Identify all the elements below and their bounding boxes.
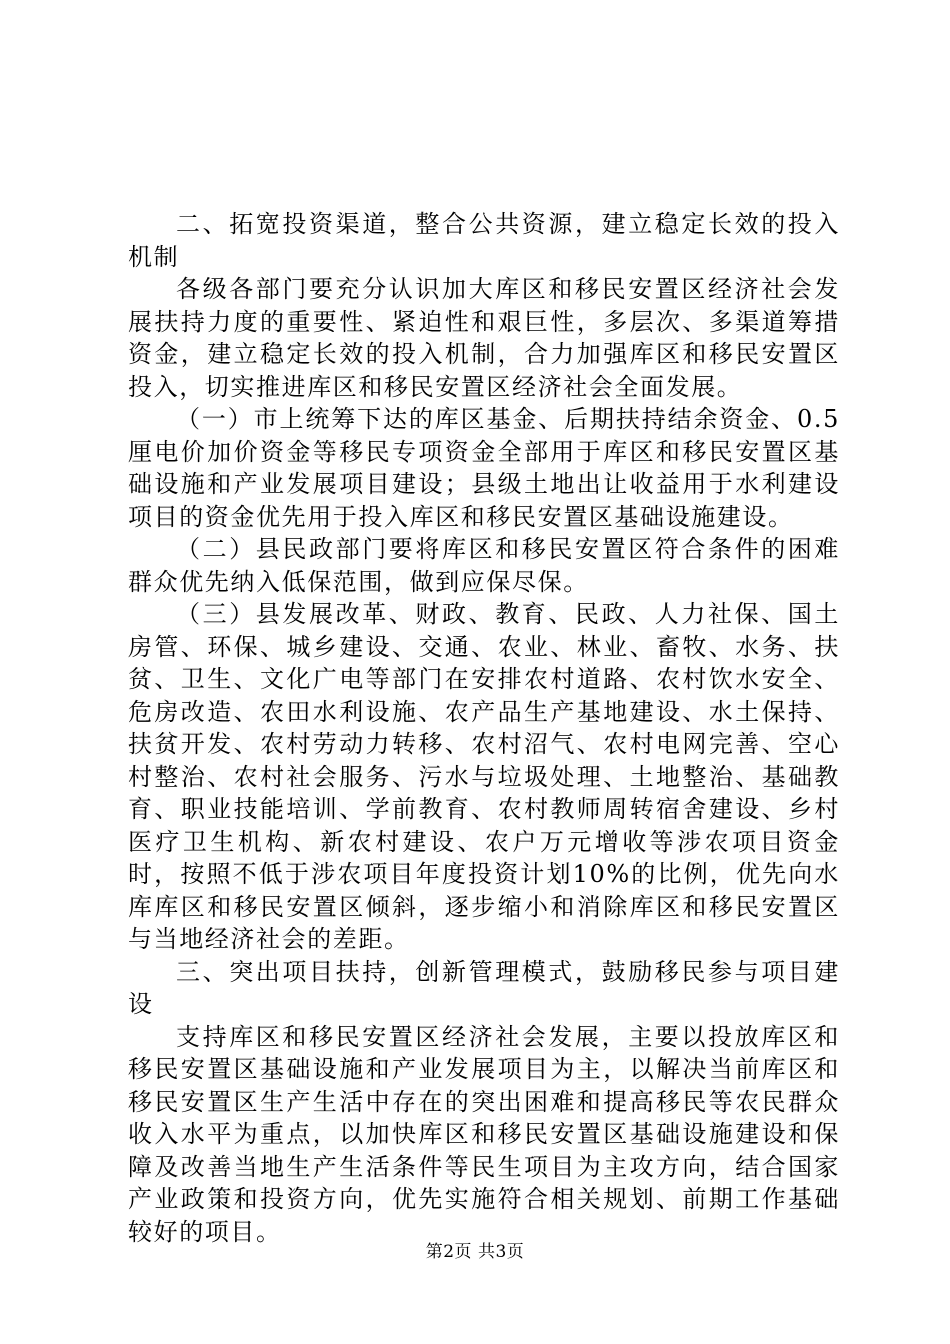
body-paragraph: 各级各部门要充分认识加大库区和移民安置区经济社会发展扶持力度的重要性、紧迫性和艰巨性，多层次、多渠道筹措资金，建立稳定长效的投入机制，合力加强库区和移民安置区投入，切实推进库区和移民安置区经济社会全面发展。 bbox=[128, 275, 840, 401]
list-item-1: （一）市上统筹下达的库区基金、后期扶持结余资金、0.5厘电价加价资金等移民专项资金全部用于库区和移民安置区基础设施和产业发展项目建设；县级土地出让收益用于水利建设项目的资金优先用于投入库区和移民安置区基础设施建设。 bbox=[128, 405, 840, 531]
document-body bbox=[128, 208, 840, 1248]
section-heading-3: 三、突出项目扶持，创新管理模式，鼓励移民参与项目建设 bbox=[128, 957, 840, 1018]
page-number: 第2页 共3页 bbox=[425, 1242, 525, 1262]
body-paragraph: 支持库区和移民安置区经济社会发展，主要以投放库区和移民安置区基础设施和产业发展项目为主，以解决当前库区和移民安置区生产生活中存在的突出困难和提高移民等农民群众收入水平为重点，以加快库区和移民安置区基础设施建设和保障及改善当地生产生活条件等民生项目为主攻方向，结合国家产业政策和投资方向，优先实施符合相关规划、前期工作基础较好的项目。 bbox=[128, 1022, 840, 1246]
list-item-2: （二）县民政部门要将库区和移民安置区符合条件的困难群众优先纳入低保范围，做到应保尽保。 bbox=[128, 535, 840, 596]
list-item-3: （三）县发展改革、财政、教育、民政、人力社保、国土房管、环保、城乡建设、交通、农业、林业、畜牧、水务、扶贫、卫生、文化广电等部门在安排农村道路、农村饮水安全、危房改造、农田水利设施、农产品生产基地建设、水土保持、扶贫开发、农村劳动力转移、农村沼气、农村电网完善、空心村整治、农村社会服务、污水与垃圾处理、土地整治、基础教育、职业技能培训、学前教育、农村教师周转宿舍建设、乡村医疗卫生机构、新农村建设、农户万元增收等涉农项目资金时，按照不低于涉农项目年度投资计划10%的比例，优先向水库库区和移民安置区倾斜，逐步缩小和消除库区和移民安置区与当地经济社会的差距。 bbox=[128, 600, 840, 953]
section-heading-2: 二、拓宽投资渠道，整合公共资源，建立稳定长效的投入机制 bbox=[128, 210, 840, 271]
